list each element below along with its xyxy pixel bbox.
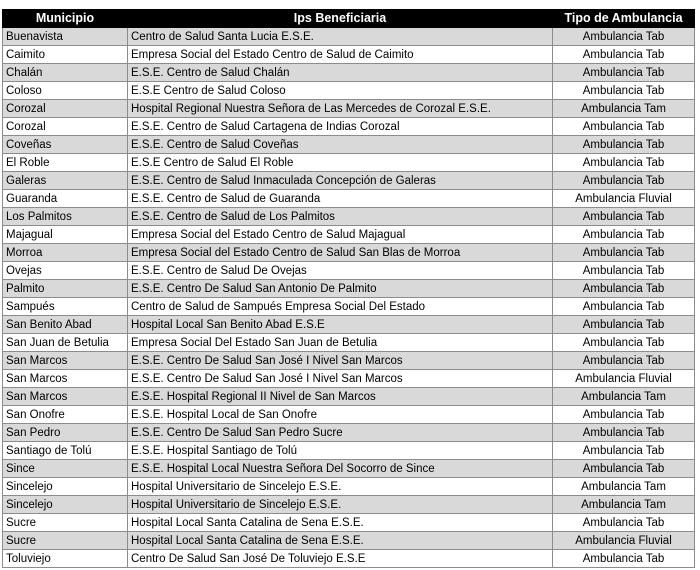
cell-tipo-ambulancia[interactable]: Ambulancia Tam — [553, 388, 695, 406]
cell-municipio[interactable]: San Onofre — [3, 406, 128, 424]
cell-tipo-ambulancia[interactable]: Ambulancia Tab — [553, 208, 695, 226]
table-row — [3, 424, 695, 442]
cell-tipo-ambulancia[interactable]: Ambulancia Tab — [553, 352, 695, 370]
table-row — [3, 334, 695, 352]
cell-municipio[interactable]: Majagual — [3, 226, 128, 244]
cell-tipo-ambulancia[interactable]: Ambulancia Tab — [553, 298, 695, 316]
table-row — [3, 100, 695, 118]
cell-tipo-ambulancia[interactable]: Ambulancia Tab — [553, 226, 695, 244]
table-row — [3, 244, 695, 262]
cell-ips-beneficiaria[interactable]: Centro de Salud de Sampués Empresa Social Del Estado — [128, 298, 553, 316]
table-row — [3, 532, 695, 550]
cell-municipio[interactable]: Morroa — [3, 244, 128, 262]
cell-municipio[interactable]: Corozal — [3, 118, 128, 136]
cell-ips-beneficiaria[interactable]: E.S.E. Centro De Salud San José I Nivel San Marcos — [128, 370, 553, 388]
cell-tipo-ambulancia[interactable]: Ambulancia Tam — [553, 100, 695, 118]
cell-ips-beneficiaria[interactable]: Empresa Social del Estado Centro de Salud San Blas de Morroa — [128, 244, 553, 262]
table-body — [3, 28, 695, 568]
cell-ips-beneficiaria[interactable]: E.S.E. Centro De Salud San José I Nivel San Marcos — [128, 352, 553, 370]
cell-ips-beneficiaria[interactable]: E.S.E. Centro de Salud Cartagena de Indias Corozal — [128, 118, 553, 136]
cell-ips-beneficiaria[interactable]: E.S.E. Hospital Santiago de Tolú — [128, 442, 553, 460]
table-row — [3, 478, 695, 496]
cell-ips-beneficiaria[interactable]: E.S.E. Centro De Salud San Pedro Sucre — [128, 424, 553, 442]
table-row — [3, 406, 695, 424]
cell-tipo-ambulancia[interactable]: Ambulancia Tab — [553, 172, 695, 190]
table-row — [3, 172, 695, 190]
table-header-row — [3, 10, 695, 28]
cell-tipo-ambulancia[interactable]: Ambulancia Tab — [553, 262, 695, 280]
cell-municipio[interactable]: Sincelejo — [3, 496, 128, 514]
cell-municipio[interactable]: Palmito — [3, 280, 128, 298]
table-row — [3, 64, 695, 82]
cell-municipio[interactable]: Guaranda — [3, 190, 128, 208]
cell-tipo-ambulancia[interactable]: Ambulancia Tab — [553, 334, 695, 352]
cell-municipio[interactable]: Sucre — [3, 514, 128, 532]
cell-ips-beneficiaria[interactable]: Hospital Local San Benito Abad E.S.E — [128, 316, 553, 334]
cell-municipio[interactable]: Sincelejo — [3, 478, 128, 496]
cell-ips-beneficiaria[interactable]: Hospital Universitario de Sincelejo E.S.E. — [128, 496, 553, 514]
cell-ips-beneficiaria[interactable]: Hospital Universitario de Sincelejo E.S.E. — [128, 478, 553, 496]
cell-municipio[interactable]: San Juan de Betulia — [3, 334, 128, 352]
cell-tipo-ambulancia[interactable]: Ambulancia Tam — [553, 496, 695, 514]
cell-tipo-ambulancia[interactable]: Ambulancia Tab — [553, 514, 695, 532]
table-row — [3, 262, 695, 280]
cell-ips-beneficiaria[interactable]: E.S.E. Centro de Salud de Guaranda — [128, 190, 553, 208]
ambulance-table-container — [2, 9, 694, 568]
cell-tipo-ambulancia[interactable]: Ambulancia Tab — [553, 46, 695, 64]
cell-tipo-ambulancia[interactable]: Ambulancia Tab — [553, 244, 695, 262]
table-row — [3, 28, 695, 46]
table-row — [3, 496, 695, 514]
cell-tipo-ambulancia[interactable]: Ambulancia Tab — [553, 424, 695, 442]
table-row — [3, 316, 695, 334]
cell-ips-beneficiaria[interactable]: Empresa Social Del Estado San Juan de Betulia — [128, 334, 553, 352]
cell-ips-beneficiaria[interactable]: E.S.E. Centro de Salud Coveñas — [128, 136, 553, 154]
cell-ips-beneficiaria[interactable]: E.S.E. Centro de Salud Inmaculada Concepción de Galeras — [128, 172, 553, 190]
table-row — [3, 550, 695, 568]
cell-municipio[interactable]: Toluviejo — [3, 550, 128, 568]
cell-tipo-ambulancia[interactable]: Ambulancia Fluvial — [553, 190, 695, 208]
cell-municipio[interactable]: San Pedro — [3, 424, 128, 442]
cell-tipo-ambulancia[interactable]: Ambulancia Tab — [553, 64, 695, 82]
cell-municipio[interactable]: Galeras — [3, 172, 128, 190]
table-row — [3, 136, 695, 154]
cell-ips-beneficiaria[interactable]: E.S.E. Hospital Local de San Onofre — [128, 406, 553, 424]
table-row — [3, 46, 695, 64]
cell-municipio[interactable]: Los Palmitos — [3, 208, 128, 226]
cell-ips-beneficiaria[interactable]: E.S.E. Centro de Salud De Ovejas — [128, 262, 553, 280]
table-row — [3, 82, 695, 100]
cell-tipo-ambulancia[interactable]: Ambulancia Fluvial — [553, 532, 695, 550]
table-row — [3, 442, 695, 460]
ambulance-table — [2, 9, 695, 568]
cell-tipo-ambulancia[interactable]: Ambulancia Tab — [553, 136, 695, 154]
cell-ips-beneficiaria[interactable]: Hospital Local Santa Catalina de Sena E.S.E. — [128, 532, 553, 550]
cell-municipio[interactable]: Chalán — [3, 64, 128, 82]
cell-municipio[interactable]: Caimito — [3, 46, 128, 64]
cell-municipio[interactable]: Santiago de Tolú — [3, 442, 128, 460]
header-ips-beneficiaria[interactable]: Ips Beneficiaria — [128, 10, 553, 28]
cell-municipio[interactable]: El Roble — [3, 154, 128, 172]
cell-municipio[interactable]: Sucre — [3, 532, 128, 550]
cell-tipo-ambulancia[interactable]: Ambulancia Fluvial — [553, 370, 695, 388]
cell-tipo-ambulancia[interactable]: Ambulancia Tab — [553, 28, 695, 46]
cell-tipo-ambulancia[interactable]: Ambulancia Tab — [553, 82, 695, 100]
cell-tipo-ambulancia[interactable]: Ambulancia Tab — [553, 550, 695, 568]
table-row — [3, 226, 695, 244]
table-row — [3, 280, 695, 298]
cell-ips-beneficiaria[interactable]: E.S.E Centro de Salud Coloso — [128, 82, 553, 100]
cell-ips-beneficiaria[interactable]: Hospital Local Santa Catalina de Sena E.S.E. — [128, 514, 553, 532]
table-row — [3, 370, 695, 388]
table-row — [3, 388, 695, 406]
cell-tipo-ambulancia[interactable]: Ambulancia Tab — [553, 460, 695, 478]
cell-municipio[interactable]: Coloso — [3, 82, 128, 100]
cell-ips-beneficiaria[interactable]: E.S.E. Centro de Salud Chalán — [128, 64, 553, 82]
cell-municipio[interactable]: Since — [3, 460, 128, 478]
cell-municipio[interactable]: San Marcos — [3, 352, 128, 370]
cell-municipio[interactable]: San Benito Abad — [3, 316, 128, 334]
table-row — [3, 460, 695, 478]
cell-ips-beneficiaria[interactable]: E.S.E. Centro De Salud San Antonio De Palmito — [128, 280, 553, 298]
cell-ips-beneficiaria[interactable]: Centro de Salud Santa Lucia E.S.E. — [128, 28, 553, 46]
table-row — [3, 352, 695, 370]
cell-ips-beneficiaria[interactable]: E.S.E. Hospital Local Nuestra Señora Del Socorro de Since — [128, 460, 553, 478]
table-row — [3, 208, 695, 226]
table-row — [3, 298, 695, 316]
cell-ips-beneficiaria[interactable]: Centro De Salud San José De Toluviejo E.S.E — [128, 550, 553, 568]
cell-ips-beneficiaria[interactable]: E.S.E Centro de Salud El Roble — [128, 154, 553, 172]
cell-tipo-ambulancia[interactable]: Ambulancia Tab — [553, 406, 695, 424]
cell-municipio[interactable]: Corozal — [3, 100, 128, 118]
table-row — [3, 514, 695, 532]
cell-ips-beneficiaria[interactable]: E.S.E. Hospital Regional II Nivel de San Marcos — [128, 388, 553, 406]
table-row — [3, 154, 695, 172]
header-tipo-ambulancia[interactable]: Tipo de Ambulancia — [553, 10, 695, 28]
cell-municipio[interactable]: Buenavista — [3, 28, 128, 46]
cell-tipo-ambulancia[interactable]: Ambulancia Tam — [553, 478, 695, 496]
cell-ips-beneficiaria[interactable]: E.S.E. Centro de Salud de Los Palmitos — [128, 208, 553, 226]
cell-ips-beneficiaria[interactable]: Empresa Social del Estado Centro de Salud Majagual — [128, 226, 553, 244]
cell-tipo-ambulancia[interactable]: Ambulancia Tab — [553, 118, 695, 136]
cell-municipio[interactable]: Ovejas — [3, 262, 128, 280]
cell-tipo-ambulancia[interactable]: Ambulancia Tab — [553, 280, 695, 298]
cell-tipo-ambulancia[interactable]: Ambulancia Tab — [553, 154, 695, 172]
cell-ips-beneficiaria[interactable]: Hospital Regional Nuestra Señora de Las Mercedes de Corozal E.S.E. — [128, 100, 553, 118]
header-municipio[interactable]: Municipio — [3, 10, 128, 28]
cell-municipio[interactable]: San Marcos — [3, 388, 128, 406]
cell-ips-beneficiaria[interactable]: Empresa Social del Estado Centro de Salud de Caimito — [128, 46, 553, 64]
cell-municipio[interactable]: Coveñas — [3, 136, 128, 154]
table-row — [3, 118, 695, 136]
cell-tipo-ambulancia[interactable]: Ambulancia Tab — [553, 316, 695, 334]
cell-municipio[interactable]: San Marcos — [3, 370, 128, 388]
table-row — [3, 190, 695, 208]
cell-tipo-ambulancia[interactable]: Ambulancia Tab — [553, 442, 695, 460]
cell-municipio[interactable]: Sampués — [3, 298, 128, 316]
